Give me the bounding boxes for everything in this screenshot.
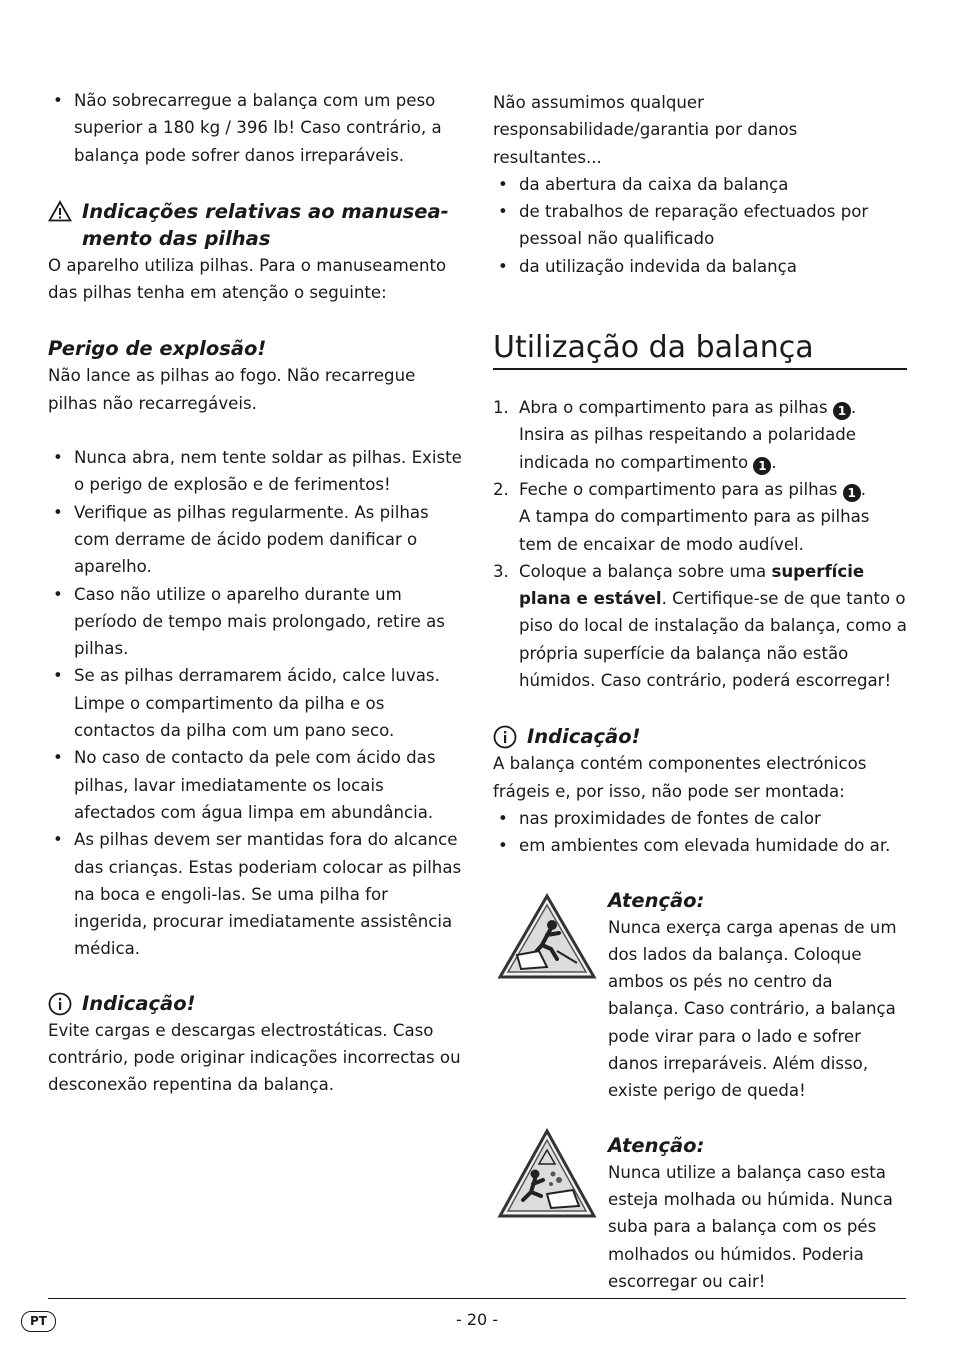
list-item: • Se as pilhas derramarem ácido, calce luvas. Limpe o compartimento da pilha e os contactos da pilha com um pano seco. — [48, 662, 462, 744]
battery-intro: O aparelho utiliza pilhas. Para o manuseamento das pilhas tenha em atenção o seguinte: — [48, 255, 447, 303]
info-icon — [48, 992, 72, 1023]
overload-list — [48, 87, 462, 169]
step-text: . — [860, 479, 866, 499]
explosion-text: Não lance as pilhas ao fogo. Não recarregue pilhas não recarregáveis. — [48, 366, 416, 413]
battery-heading — [48, 198, 462, 252]
explosion-heading: Perigo de explosão! — [48, 337, 267, 361]
step-number: 2. — [493, 479, 509, 499]
info-icon — [493, 725, 517, 756]
battery-compartment-marker: 1 — [753, 457, 771, 475]
list-item: • da utilização indevida da balança — [493, 253, 907, 280]
battery-heading-line2: mento das pilhas — [82, 226, 271, 250]
page-number: - 20 - — [455, 1310, 499, 1329]
step-emphasis: superfície plana e estável — [519, 561, 865, 609]
step-text: . Certifique-se de que tanto o piso do local de instalação da balança, como a própria superfície da balança não estão húmidos. Caso contrário, poderá escorregar! — [519, 589, 907, 691]
liability-list — [493, 171, 907, 280]
warning-text: Nunca utilize a balança caso esta esteja molhada ou húmida. Nunca suba para a balança com os pés molhados ou húmidos. Poderia escorregar ou cair! — [608, 1162, 893, 1291]
list-item: • As pilhas devem ser mantidas fora do alcance das crianças. Estas poderiam colocar as pilhas na boca e engoli-las. Se uma pilha for ingerida, procurar imediatamente assistência médica. — [48, 826, 462, 962]
battery-compartment-marker: 1 — [833, 402, 851, 420]
warning-text: Nunca exerça carga apenas de um dos lados da balança. Coloque ambos os pés no centro da balança. Caso contrário, a balança pode virar para o lado e sofrer danos irreparáveis. Além disso, existe perigo de queda! — [608, 917, 897, 1101]
list-item: • Não sobrecarregue a balança com um peso superior a 180 kg / 396 lb! Caso contrário, a balança pode sofrer danos irreparáveis. — [48, 87, 462, 169]
step-text: A tampa do compartimento para as pilhas tem de encaixar de modo audível. — [519, 507, 870, 554]
note-heading-text: Indicação! — [527, 725, 641, 749]
tipping-hazard-icon — [497, 893, 597, 989]
list-item: • Nunca abra, nem tente soldar as pilhas. Existe o perigo de explosão e de ferimentos! — [48, 444, 462, 499]
step-text: Coloque a balança sobre uma — [519, 561, 772, 581]
step-number: 3. — [493, 561, 509, 581]
warning-block-tipping — [493, 887, 907, 1105]
language-badge: PT — [21, 1311, 56, 1332]
step-text: . Insira as pilhas respeitando a polaridade indicada no compartimento — [519, 398, 857, 472]
list-item: • Caso não utilize o aparelho durante um período de tempo mais prolongado, retire as pilhas. — [48, 581, 462, 663]
battery-compartment-marker: 1 — [843, 484, 861, 502]
warning-triangle-icon — [48, 200, 72, 229]
note-heading-left — [48, 990, 462, 1017]
left-column — [48, 87, 462, 1099]
list-item: • da abertura da caixa da balança — [493, 171, 907, 198]
note-text-right: A balança contém componentes electrónicos frágeis e, por isso, não pode ser montada: — [493, 754, 867, 801]
section-title: Utilização da balança — [493, 328, 907, 370]
liability-intro: Não assumimos qualquer responsabilidade/garantia por danos resultantes... — [493, 93, 798, 167]
slip-hazard-icon — [497, 1128, 597, 1228]
battery-bullets — [48, 444, 462, 963]
list-item: • Verifique as pilhas regularmente. As pilhas com derrame de ácido podem danificar o aparelho. — [48, 499, 462, 581]
step-text: . — [771, 452, 777, 472]
note-bullets — [493, 805, 907, 860]
battery-heading-line1: Indicações relativas ao manusea- — [82, 199, 449, 223]
step-item — [493, 558, 907, 694]
right-column — [493, 89, 907, 1295]
list-item: • de trabalhos de reparação efectuados por pessoal não qualificado — [493, 198, 907, 253]
note-heading-text: Indicação! — [82, 991, 196, 1015]
step-item — [493, 476, 907, 558]
step-text: Abra o compartimento para as pilhas — [519, 398, 833, 418]
note-heading-right — [493, 723, 907, 750]
step-number: 1. — [493, 398, 509, 418]
warning-heading: Atenção: — [608, 888, 705, 912]
list-item: • nas proximidades de fontes de calor — [493, 805, 907, 832]
list-item: • No caso de contacto da pele com ácido das pilhas, lavar imediatamente os locais afectados com água limpa em abundância. — [48, 744, 462, 826]
step-item — [493, 394, 907, 476]
usage-steps — [493, 394, 907, 694]
step-text: Feche o compartimento para as pilhas — [519, 479, 843, 499]
note-text-left: Evite cargas e descargas electrostáticas. Caso contrário, pode originar indicações incorrectas ou desconexão repentina da balança. — [48, 1020, 461, 1095]
footer-divider — [48, 1298, 906, 1299]
list-item: • em ambientes com elevada humidade do ar. — [493, 832, 907, 859]
warning-block-wet — [493, 1132, 907, 1295]
warning-heading: Atenção: — [608, 1133, 705, 1157]
